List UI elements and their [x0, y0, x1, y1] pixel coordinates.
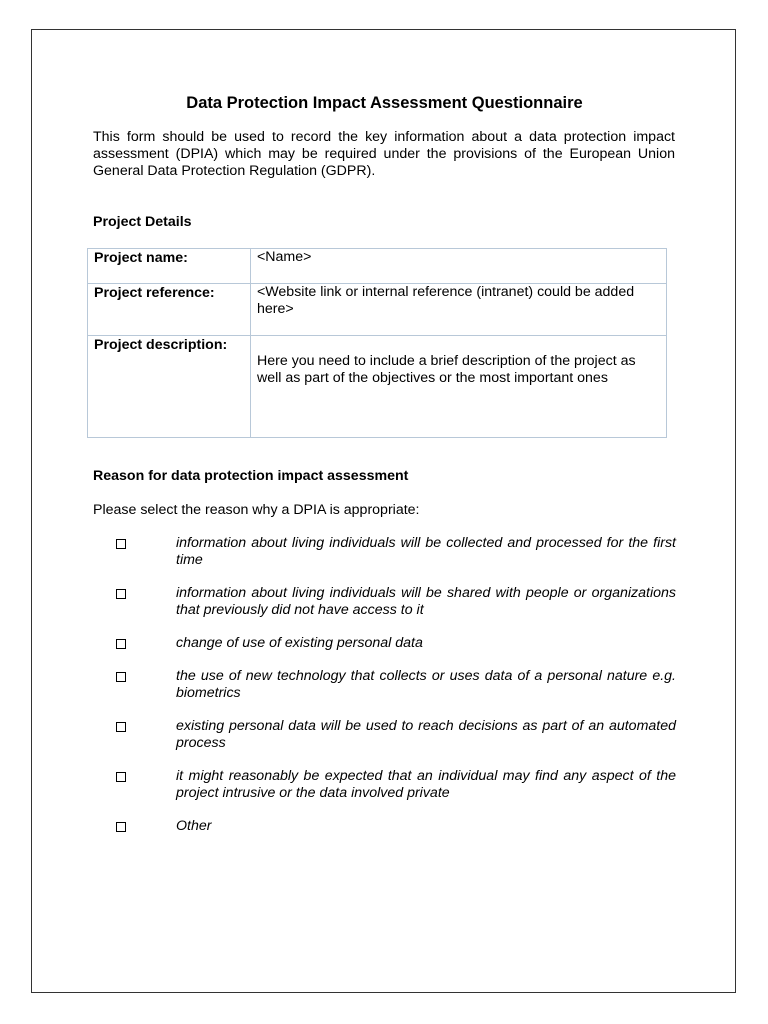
reason-option-shared-data: [112, 585, 676, 619]
intro-paragraph: This form should be used to record the key information about a data protection impact assessment (DPIA) which may be required under the provisions of the European Union General Data Protection Regulation (GDPR).: [93, 129, 675, 179]
checkbox-icon[interactable]: [116, 589, 126, 599]
reason-option-automated-decisions: [112, 718, 676, 752]
project-name-label: Project name:: [88, 249, 251, 284]
reason-option-text: information about living individuals will be collected and processed for the first time: [176, 535, 676, 568]
table-row: [88, 284, 667, 336]
project-reference-label: Project reference:: [88, 284, 251, 336]
reason-option-text: change of use of existing personal data: [176, 635, 423, 651]
checkbox-icon[interactable]: [116, 672, 126, 682]
project-description-label: Project description:: [88, 336, 251, 438]
reason-options-list: [112, 535, 676, 851]
reason-option-text: existing personal data will be used to reach decisions as part of an automated process: [176, 718, 676, 751]
reason-option-new-technology: [112, 668, 676, 702]
checkbox-icon[interactable]: [116, 822, 126, 832]
reason-section-heading: Reason for data protection impact assessment: [93, 468, 409, 484]
reason-option-change-of-use: [112, 635, 676, 652]
reason-option-other: [112, 818, 676, 835]
checkbox-icon[interactable]: [116, 772, 126, 782]
reason-option-first-time-collection: [112, 535, 676, 569]
checkbox-icon[interactable]: [116, 539, 126, 549]
table-row: [88, 249, 667, 284]
reason-option-text: the use of new technology that collects or uses data of a personal nature e.g. biometrics: [176, 668, 676, 701]
reason-prompt: Please select the reason why a DPIA is appropriate:: [93, 502, 420, 518]
document-page: [31, 29, 736, 993]
project-description-cell[interactable]: [251, 336, 667, 438]
project-reference-value[interactable]: <Website link or internal reference (intranet) could be added here>: [251, 284, 667, 336]
project-details-table: [87, 248, 667, 438]
project-name-value[interactable]: <Name>: [251, 249, 667, 284]
reason-option-text: it might reasonably be expected that an individual may find any aspect of the project intrusive or the data involved private: [176, 768, 676, 801]
reason-option-intrusive: [112, 768, 676, 802]
reason-option-text: Other: [176, 818, 212, 834]
document-title: Data Protection Impact Assessment Questionnaire: [186, 94, 583, 112]
table-row: [88, 336, 667, 438]
checkbox-icon[interactable]: [116, 639, 126, 649]
project-description-value: Here you need to include a brief description of the project as well as part of the objectives or the most important ones: [257, 353, 636, 386]
checkbox-icon[interactable]: [116, 722, 126, 732]
project-details-heading: Project Details: [93, 214, 192, 230]
reason-option-text: information about living individuals will be shared with people or organizations that previously did not have access to it: [176, 585, 676, 618]
